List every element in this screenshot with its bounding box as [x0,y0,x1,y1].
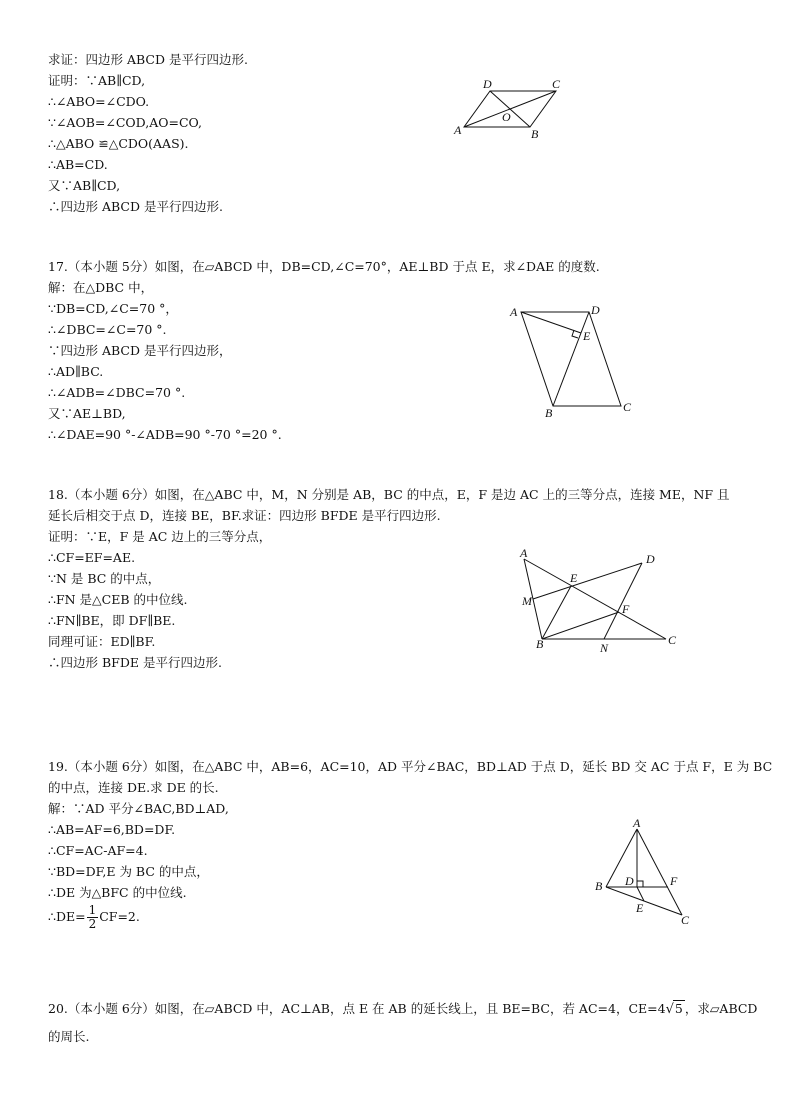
p19-line-1: 解：∵AD 平分∠BAC,BD⊥AD, [48,801,229,816]
p19-last-prefix: ∴DE= [48,909,86,924]
label-A: A [520,546,528,560]
p19-question-line-2: 的中点，连接 DE.求 DE 的长. [48,780,219,795]
label-C: C [681,913,690,927]
label-D: D [591,303,600,317]
p16-line-3: ∴∠ABO=∠CDO. [48,94,150,109]
p19-last-suffix: CF=2. [99,909,140,924]
triangle-figure-19 [590,815,700,930]
p18-line-4: ∴FN 是△CEB 的中位线. [48,592,188,607]
parallelogram-figure-16 [450,75,570,140]
label-A: A [510,305,518,319]
label-F: F [670,874,678,888]
p19-line-5: ∴DE 为△BFC 的中位线. [48,885,187,900]
p17-line-1: 解：在△DBC 中， [48,280,154,295]
p20-question-part-1: 20.（本小题 6分）如图，在▱ABCD 中，AC⊥AB，点 E 在 AB 的延长线上，且 BE=BC，若 AC=4，CE=4 [48,1001,666,1016]
p19-line-4: ∵BD=DF,E 为 BC 的中点， [48,864,209,879]
label-B: B [536,637,544,651]
label-B: B [595,879,603,893]
p18-line-3: ∵N 是 BC 的中点， [48,571,161,586]
p16-line-4: ∵∠AOB=∠COD,AO=CO, [48,115,202,130]
sqrt-five: 5 [674,1001,683,1016]
p18-line-5: ∴FN∥BE，即 DF∥BE. [48,613,176,628]
label-B: B [531,127,539,140]
p17-line-8: ∴∠DAE=90 °-∠ADB=90 °-70 °=20 °. [48,427,282,442]
label-D: D [483,77,492,91]
label-C: C [552,77,561,91]
triangle-figure-18 [510,545,685,655]
p17-line-7: 又∵AE⊥BD, [48,406,126,421]
parallelogram-figure-17 [505,300,645,420]
label-N: N [600,641,609,655]
p18-question-line-2: 延长后相交于点 D，连接 BE，BF.求证：四边形 BFDE 是平行四边形. [48,508,441,523]
p16-line-7: 又∵AB∥CD, [48,178,121,193]
p17-line-2: ∵DB=CD,∠C=70 °， [48,301,178,316]
p16-line-1: 求证：四边形 ABCD 是平行四边形. [48,52,248,67]
p19-question-line-1: 19.（本小题 6分）如图，在△ABC 中，AB=6，AC=10，AD 平分∠BAC，BD⊥AD 于点 D，延长 BD 交 AC 于点 F，E 为 BC [48,759,773,774]
p19-line-2: ∴AB=AF=6,BD=DF. [48,822,176,837]
p17-line-3: ∴∠DBC=∠C=70 °. [48,322,167,337]
p16-line-8: ∴四边形 ABCD 是平行四边形. [48,199,223,214]
label-A: A [633,816,641,830]
one-half-fraction: $\frac{1}{2}$ [88,903,97,931]
p17-line-4: ∵四边形 ABCD 是平行四边形， [48,343,232,358]
p17-question: 17.（本小题 5分）如图，在▱ABCD 中，DB=CD,∠C=70°，AE⊥BD 于点 E，求∠DAE 的度数. [48,259,600,274]
label-O: O [502,110,511,124]
p18-question-line-1: 18.（本小题 6分）如图，在△ABC 中，M，N 分别是 AB，BC 的中点，E，F 是边 AC 上的三等分点，连接 ME，NF 且 [48,487,730,502]
p18-line-2: ∴CF=EF=AE. [48,550,136,565]
label-C: C [623,400,632,414]
p20-question-line-1: 20.（本小题 6分）如图，在▱ABCD 中，AC⊥AB，点 E 在 AB 的延长线上，且 BE=BC，若 AC=4，CE=4√5 ，求▱ABCD [48,1001,758,1017]
label-D: D [625,874,634,888]
p18-line-6: 同理可证：ED∥BF. [48,634,156,649]
p16-line-5: ∴△ABO ≌△CDO(AAS). [48,136,189,151]
label-B: B [545,406,553,420]
p19-line-6 [48,904,140,931]
p19-line-3: ∴CF=AC-AF=4. [48,843,148,858]
label-A: A [454,123,462,137]
label-F: F [622,602,630,616]
label-E: E [583,329,591,343]
label-M: M [522,594,532,608]
p18-line-7: ∴四边形 BFDE 是平行四边形. [48,655,222,670]
p16-line-6: ∴AB=CD. [48,157,108,172]
p18-line-1: 证明：∵E，F 是 AC 边上的三等分点， [48,529,272,544]
label-E: E [570,571,578,585]
label-D: D [646,552,655,566]
p17-line-5: ∴AD∥BC. [48,364,104,379]
p17-line-6: ∴∠ADB=∠DBC=70 °. [48,385,186,400]
label-C: C [668,633,677,647]
p16-line-2: 证明：∵AB∥CD, [48,73,146,88]
p20-question-line-2: 的周长. [48,1029,90,1044]
p20-question-part-2: ，求▱ABCD [684,1001,758,1016]
label-E: E [636,901,644,915]
